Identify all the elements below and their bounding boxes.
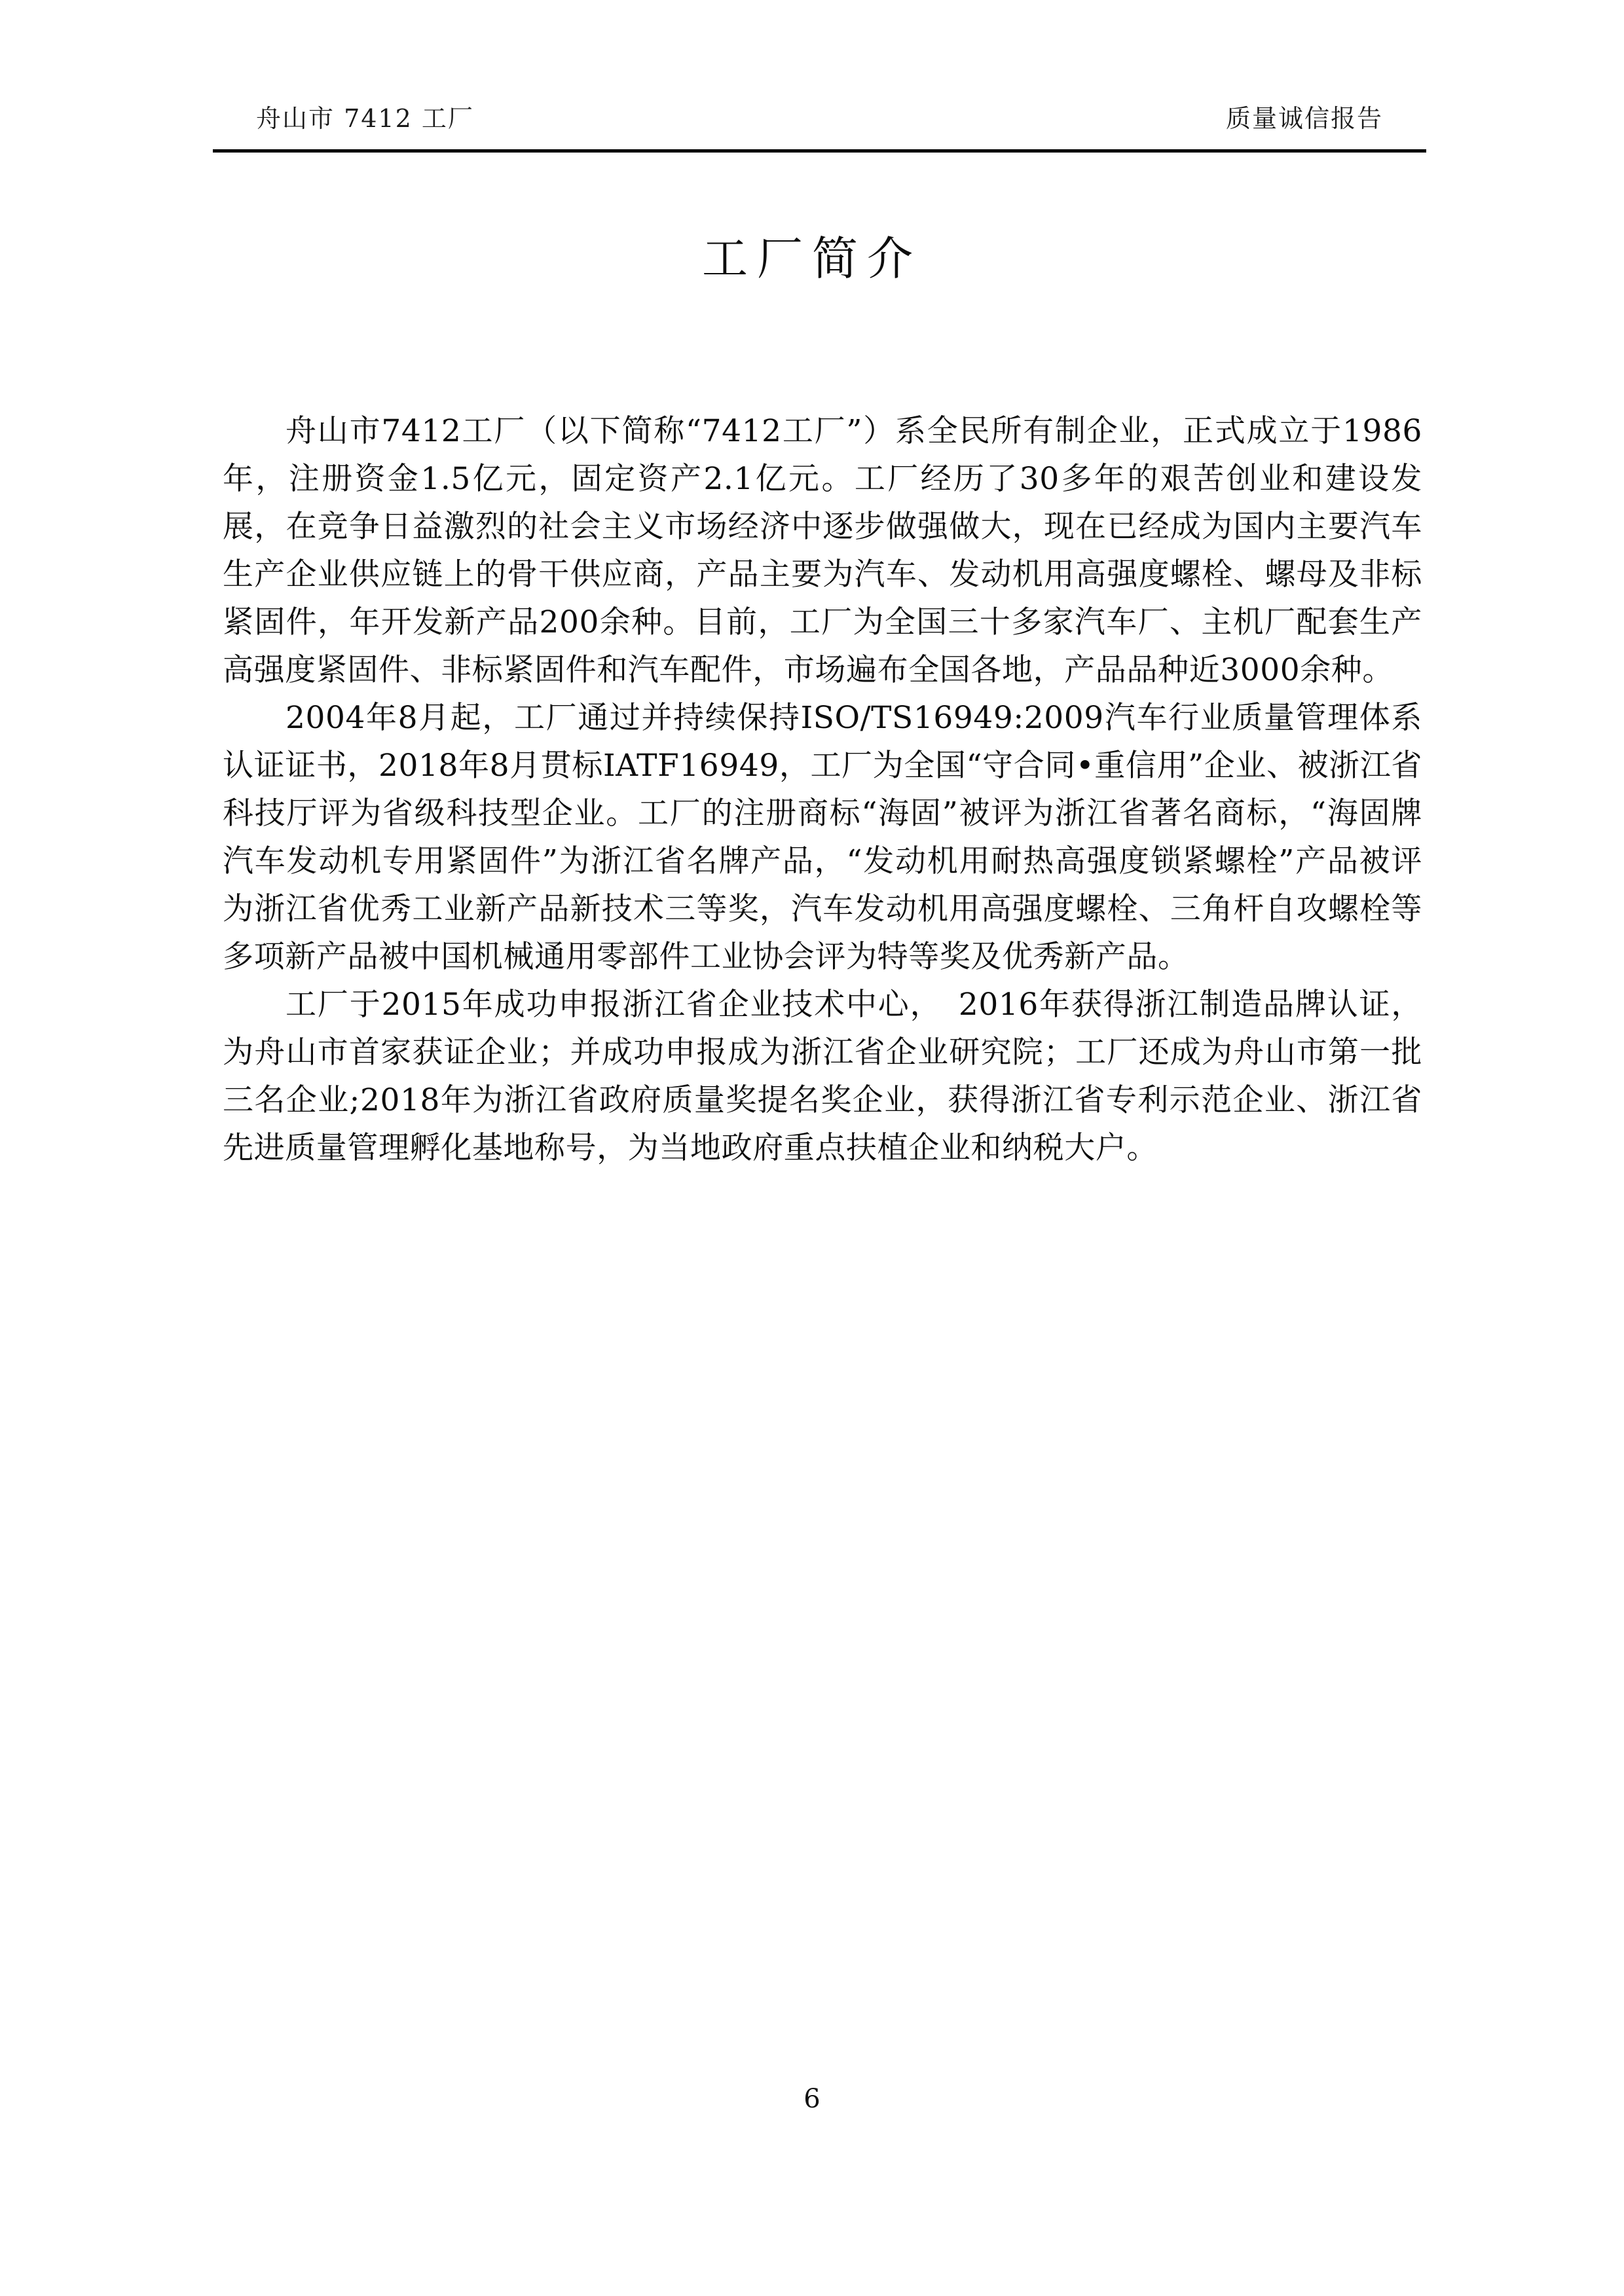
header-divider-rule [213, 149, 1426, 153]
paragraph: 工厂于2015年成功申报浙江省企业技术中心， 2016年获得浙江制造品牌认证，为舟山市首家获证企业；并成功申报成为浙江省企业研究院；工厂还成为舟山市第一批三名企业;2018年为浙江省政府质量奖提名奖企业，获得浙江省专利示范企业、浙江省先进质量管理孵化基地称号，为当地政府重点扶植企业和纳税大户。 [223, 987, 1422, 1166]
running-header [213, 106, 1426, 131]
header-left-text: 舟山市 7412 工厂 [256, 104, 474, 133]
paragraph: 2004年8月起，工厂通过并持续保持ISO/TS16949:2009汽车行业质量管理体系认证证书，2018年8月贯标IATF16949，工厂为全国“守合同•重信用”企业、被浙江省科技厅评为省级科技型企业。工厂的注册商标“海固”被评为浙江省著名商标，“海固牌汽车发动机专用紧固件”为浙江省名牌产品，“发动机用耐热高强度锁紧螺栓”产品被评为浙江省优秀工业新产品新技术三等奖，汽车发动机用高强度螺栓、三角杆自攻螺栓等多项新产品被中国机械通用零部件工业协会评为特等奖及优秀新产品。 [223, 700, 1422, 975]
header-right-text: 质量诚信报告 [1225, 104, 1383, 133]
page-title: 工厂简介 [702, 232, 922, 285]
paragraph: 舟山市7412工厂（以下简称“7412工厂”）系全民所有制企业，正式成立于1986年，注册资金1.5亿元，固定资产2.1亿元。工厂经历了30多年的艰苦创业和建设发展，在竞争日益激烈的社会主义市场经济中逐步做强做大，现在已经成为国内主要汽车生产企业供应链上的骨干供应商，产品主要为汽车、发动机用高强度螺栓、螺母及非标紧固件，年开发新产品200余种。目前，工厂为全国三十多家汽车厂、主机厂配套生产高强度紧固件、非标紧固件和汽车配件，市场遍布全国各地，产品品种近3000余种。 [223, 413, 1422, 688]
page-number: 6 [803, 2084, 821, 2114]
body-content [223, 407, 1422, 1172]
